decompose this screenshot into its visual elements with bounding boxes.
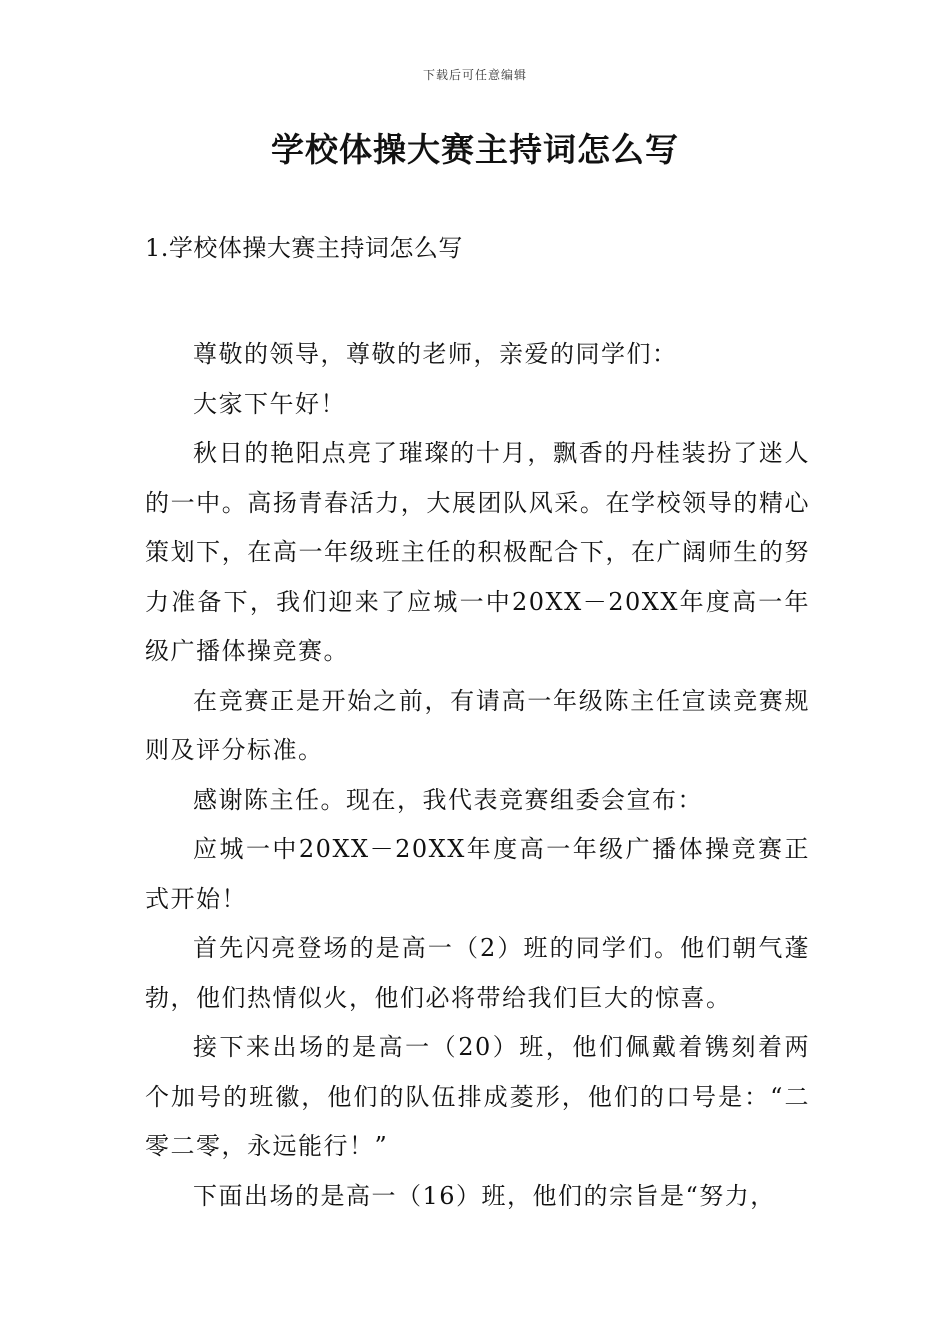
- paragraph-start: 应城一中20XX－20XX年度高一年级广播体操竞赛正式开始！: [145, 835, 810, 913]
- paragraph-greeting: 尊敬的领导，尊敬的老师，亲爱的同学们：: [193, 340, 678, 368]
- section-heading: 1.学校体操大赛主持词怎么写: [145, 234, 463, 262]
- paragraph-class-16: 下面出场的是高一（16）班，他们的宗旨是“努力，: [193, 1181, 776, 1210]
- paragraph-rules: 在竞赛正是开始之前，有请高一年级陈主任宣读竞赛规则及评分标准。: [145, 686, 810, 764]
- document-body: [145, 330, 810, 1221]
- document-title: 学校体操大赛主持词怎么写: [271, 130, 679, 169]
- paragraph-intro: 秋日的艳阳点亮了璀璨的十月，飘香的丹桂装扮了迷人的一中。高扬青春活力，大展团队风采。在学校领导的精心策划下，在高一年级班主任的积极配合下，在广阔师生的努力准备下，我们迎来了应城一中20XX－20XX年度高一年级广播体操竞赛。: [145, 439, 810, 665]
- paragraph-hello: 大家下午好！: [193, 389, 346, 418]
- paragraph-announce: 感谢陈主任。现在，我代表竞赛组委会宣布：: [193, 785, 703, 814]
- paragraph-class-2: 首先闪亮登场的是高一（2）班的同学们。他们朝气蓬勃，他们热情似火，他们必将带给我们巨大的惊喜。: [145, 934, 810, 1012]
- header-note: 下载后可任意编辑: [422, 68, 527, 82]
- paragraph-class-20: 接下来出场的是高一（20）班，他们佩戴着镌刻着两个加号的班徽，他们的队伍排成菱形，他们的口号是：“二零二零，永远能行！”: [145, 1033, 810, 1160]
